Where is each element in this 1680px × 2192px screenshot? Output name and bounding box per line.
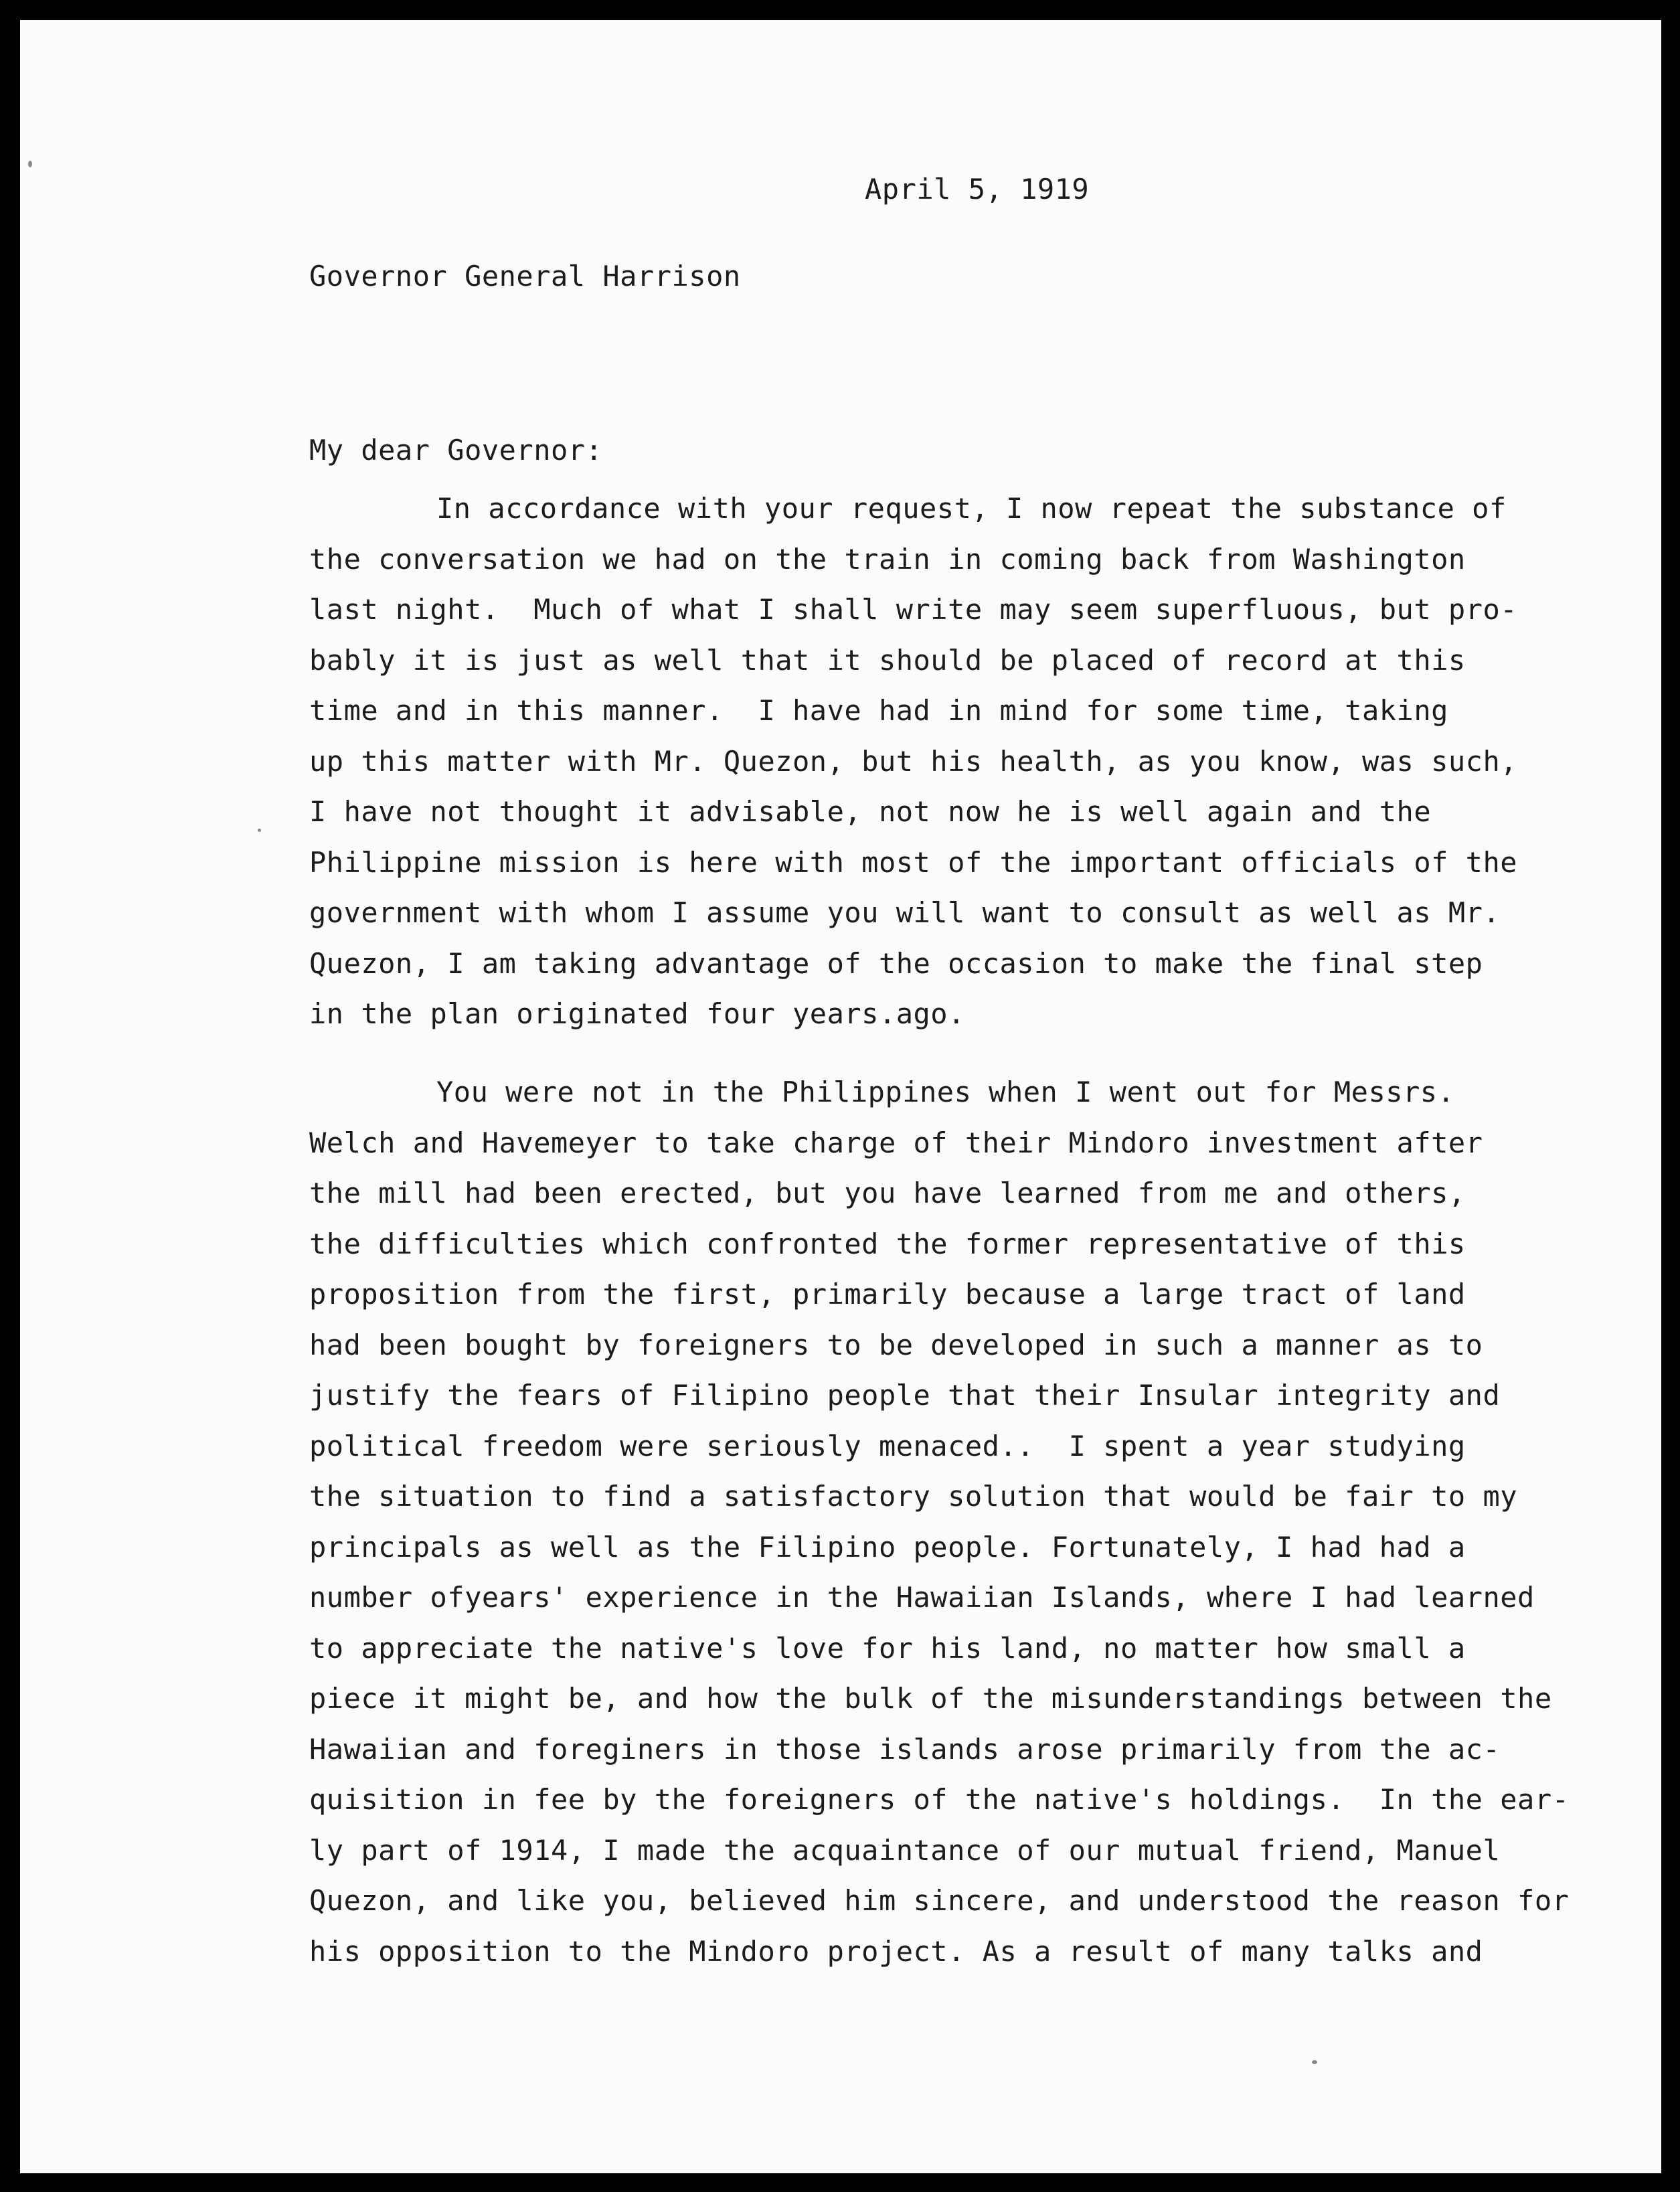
text-line: his opposition to the Mindoro project. As a result of many talks and: [309, 1934, 1483, 1968]
text-line: principals as well as the Filipino people. Fortunately, I had had a: [309, 1530, 1466, 1564]
text-line: proposition from the first, primarily because a large tract of land: [309, 1278, 1466, 1311]
salutation: My dear Governor:: [309, 434, 603, 467]
text-line: Philippine mission is here with most of the important officials of the: [309, 845, 1518, 879]
text-line: You were not in the Philippines when I went out for Messrs.: [436, 1076, 1455, 1108]
paper-speck: [28, 161, 32, 167]
text-line: the difficulties which confronted the former representative of this: [309, 1227, 1466, 1260]
paper-speck: [1312, 2060, 1317, 2064]
text-line: Hawaiian and foreginers in those islands arose primarily from the ac-: [309, 1732, 1501, 1766]
text-line: In accordance with your request, I now repeat the substance of: [436, 492, 1507, 525]
text-line: up this matter with Mr. Quezon, but his health, as you know, was such,: [309, 744, 1518, 778]
text-line: number ofyears' experience in the Hawaiian Islands, where I had learned: [309, 1581, 1535, 1614]
text-line: government with whom I assume you will want to consult as well as Mr.: [309, 896, 1501, 929]
text-line: had been bought by foreigners to be developed in such a manner as to: [309, 1328, 1483, 1361]
text-line: bably it is just as well that it should be placed of record at this: [309, 643, 1466, 677]
text-line: I have not thought it advisable, not now he is well again and the: [309, 795, 1432, 828]
letter-date: April 5, 1919: [865, 173, 1090, 205]
text-line: the situation to find a satisfactory solution that would be fair to my: [309, 1480, 1518, 1513]
letter-page: [20, 20, 1661, 2173]
recipient-line: Governor General Harrison: [309, 260, 741, 292]
text-line: political freedom were seriously menaced.. I spent a year studying: [309, 1429, 1466, 1462]
text-line: in the plan originated four years.ago.: [309, 997, 965, 1030]
text-line: quisition in fee by the foreigners of the native's holdings. In the ear-: [309, 1783, 1570, 1816]
text-line: time and in this manner. I have had in mind for some time, taking: [309, 694, 1448, 727]
text-line: Quezon, I am taking advantage of the occasion to make the final step: [309, 946, 1483, 980]
paragraph-1: [309, 483, 1517, 1039]
text-line: Welch and Havemeyer to take charge of their Mindoro investment after: [309, 1126, 1483, 1159]
text-line: the conversation we had on the train in coming back from Washington: [309, 542, 1466, 576]
paper-speck: [258, 829, 261, 832]
text-line: ly part of 1914, I made the acquaintance of our mutual friend, Manuel: [309, 1833, 1501, 1867]
text-line: last night. Much of what I shall write may seem superfluous, but pro-: [309, 593, 1518, 626]
paragraph-2: [309, 1067, 1569, 1976]
text-line: justify the fears of Filipino people that their Insular integrity and: [309, 1379, 1501, 1412]
text-line: Quezon, and like you, believed him sincere, and understood the reason for: [309, 1884, 1570, 1917]
text-line: to appreciate the native's love for his land, no matter how small a: [309, 1631, 1466, 1665]
text-line: piece it might be, and how the bulk of the misunderstandings between the: [309, 1682, 1552, 1715]
text-line: the mill had been erected, but you have learned from me and others,: [309, 1177, 1466, 1209]
